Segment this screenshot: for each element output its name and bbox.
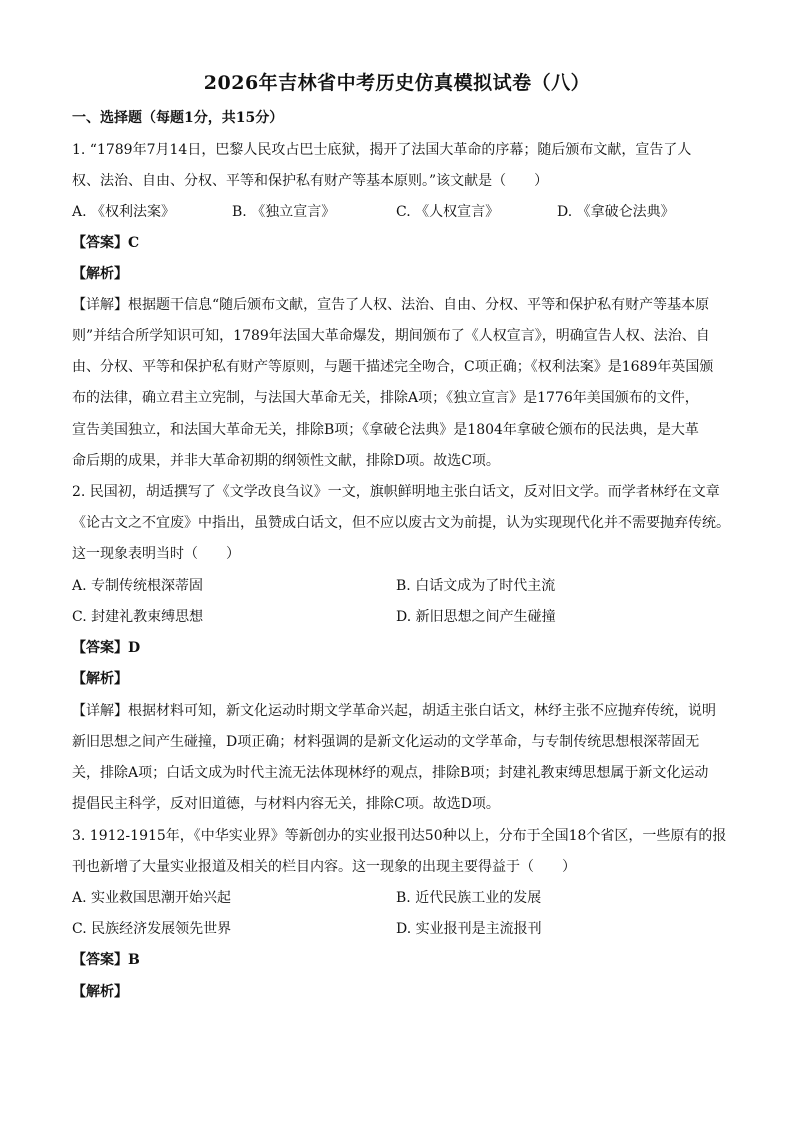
q1-option-d: D. 《拿破仑法典》 [557, 204, 675, 220]
q2-detail-line-1: 【详解】根据材料可知，新文化运动时期文学革命兴起，胡适主张白话文，林纾主张不应抛弃传统，说明 [72, 703, 716, 719]
q2-option-a: A. 专制传统根深蒂固 [72, 578, 204, 594]
q1-detail-line-3: 由、分权、平等和保护私有财产等原则，与题干描述完全吻合，C项正确；《权利法案》是1689年英国颁 [72, 359, 714, 375]
q3-option-d: D. 实业报刊是主流报刊 [396, 921, 542, 937]
page-title: 2026年吉林省中考历史仿真模拟试卷（八） [203, 72, 591, 94]
q1-option-c: C. 《人权宣言》 [396, 204, 500, 220]
q1-detail-line-6: 命后期的成果，并非大革命初期的纲领性文献，排除D项。故选C项。 [72, 453, 500, 469]
q3-answer: 【答案】B [72, 952, 140, 968]
section-heading: 一、选择题（每题1分，共15分） [72, 110, 284, 126]
q2-stem-line-1: 2. 民国初，胡适撰写了《文学改良刍议》一文，旗帜鲜明地主张白话文，反对旧文学。而学者林纾在文章 [72, 484, 720, 500]
q3-option-a: A. 实业救国思潮开始兴起 [72, 890, 232, 906]
q1-option-b: B. 《独立宣言》 [232, 204, 336, 220]
q1-detail-line-2: 则”并结合所学知识可知，1789年法国大革命爆发，期间颁布了《人权宣言》，明确宣告人权、法治、自 [72, 328, 710, 344]
q3-option-b: B. 近代民族工业的发展 [396, 890, 542, 906]
q2-detail-line-4: 提倡民主科学，反对旧道德，与材料内容无关，排除C项。故选D项。 [72, 796, 500, 812]
q2-stem-line-3: 这一现象表明当时（ ） [72, 546, 240, 562]
q1-option-a: A. 《权利法案》 [72, 204, 176, 220]
q2-answer: 【答案】D [72, 640, 141, 656]
q1-answer: 【答案】C [72, 235, 140, 251]
q2-stem-line-2: 《论古文之不宜废》中指出，虽赞成白话文，但不应以废古文为前提，认为实现现代化并不需要抛弃传统。 [72, 515, 730, 531]
q1-analysis-label: 【解析】 [72, 266, 128, 282]
q1-stem-line-2: 权、法治、自由、分权、平等和保护私有财产等基本原则。”该文献是（ ） [72, 173, 549, 189]
q1-detail-line-1: 【详解】根据题干信息“随后颁布文献，宣告了人权、法治、自由、分权、平等和保护私有财产等基本原 [72, 297, 710, 313]
q2-option-b: B. 白话文成为了时代主流 [396, 578, 556, 594]
q3-stem-line-2: 刊也新增了大量实业报道及相关的栏目内容。这一现象的出现主要得益于（ ） [72, 859, 576, 875]
q2-detail-line-3: 关，排除A项；白话文成为时代主流无法体现林纾的观点，排除B项；封建礼教束缚思想属于新文化运动 [72, 765, 709, 781]
q2-analysis-label: 【解析】 [72, 671, 128, 687]
q2-option-d: D. 新旧思想之间产生碰撞 [396, 609, 556, 625]
q1-detail-line-5: 宣告美国独立，和法国大革命无关，排除B项；《拿破仑法典》是1804年拿破仑颁布的民法典，是大革 [72, 422, 699, 438]
q1-stem-line-1: 1. “1789年7月14日，巴黎人民攻占巴士底狱，揭开了法国大革命的序幕；随后颁布文献，宣告了人 [72, 142, 692, 158]
q1-detail-line-4: 布的法律，确立君主立宪制，与法国大革命无关，排除A项；《独立宣言》是1776年美国颁布的文件， [72, 390, 699, 406]
q3-option-c: C. 民族经济发展领先世界 [72, 921, 232, 937]
q2-option-c: C. 封建礼教束缚思想 [72, 609, 204, 625]
q2-detail-line-2: 新旧思想之间产生碰撞，D项正确；材料强调的是新文化运动的文学革命，与专制传统思想根深蒂固无 [72, 734, 700, 750]
q3-analysis-label: 【解析】 [72, 984, 128, 1000]
q3-stem-line-1: 3. 1912-1915年，《中华实业界》等新创办的实业报刊达50种以上，分布于全国18个省区，一些原有的报 [72, 828, 727, 844]
